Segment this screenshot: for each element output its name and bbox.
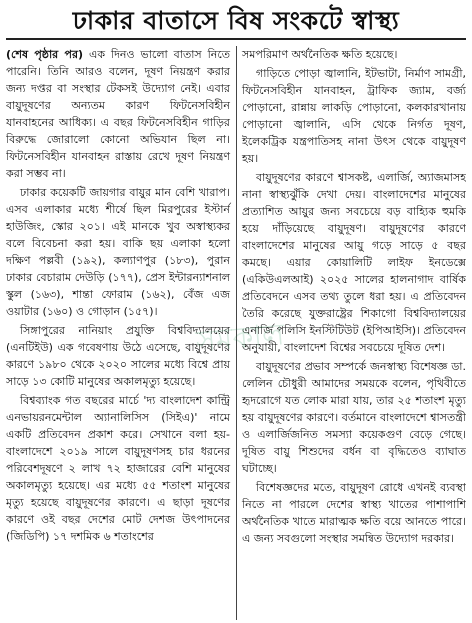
column-divider xyxy=(236,46,237,620)
paragraph: বায়ুদূষণের প্রভাব সম্পর্কে জনস্বাস্থ্য বিশেষজ্ঞ ডা. লেলিন চৌধুরী আমাদের সময়কে বলেন, পৃথিবীতে হৃদরোগে যত লোক মারা যায়, তার ২৫ শতাংশ মৃত্যু হয় বায়ুদূষণের কারণে। বর্তমানে বাংলাদেশে শ্বাসতন্ত্রী ও এলার্জিজনিত সমস্যা কয়েকগুণ বেড়ে গেছে। দূষিত বায়ু শিশুদের বর্ধন বা বৃদ্ধিতেও ব্যাঘাত ঘটাচ্ছে। xyxy=(242,360,466,475)
paragraph: ঢাকার কয়েকটি জায়গার বায়ুর মান বেশি খারাপ। এসব এলাকার মধ্যে শীর্ষে ছিল মিরপুরের ইস্টার্ন হাউজিং, স্কোর ২০১। এই মানকে খুব অস্বাস্থ্যকর বলে বিবেচনা করা হয়। বাকি ছয় এলাকা হলো দক্ষিণ পল্লবী (১৯২), কল্যাণপুর (১৮৩), পুরান ঢাকার বেচারাম দেউড়ি (১৭৭), প্রেস ইন্টারন্যাশনাল স্কুল (১৬৩), শান্তা ফোরাম (১৬২), বেঁজ এজ ওয়াটার (১৬০) ও গোড়ান (১৫৭)। xyxy=(6,186,230,318)
paragraph: বায়ুদূষণের কারণে শ্বাসকষ্ট, এলার্জি, অ্যাজমাসহ নানা স্বাস্থ্যঝুঁকি দেখা দেয়। বাংলাদেশের মানুষের প্রত্যাশিত আয়ুর জন্য সবচেয়ে বড় বাহ্যিক হুমকি হয়ে দাঁড়িয়েছে বায়ুদূষণ। বায়ুদূষণের কারণে বাংলাদেশের মানুষের আয়ু গড়ে সাড়ে ৫ বছর কমছে। এয়ার কোয়ালিটি লাইফ ইনডেক্সে (একিউএলআই) ২০২৫ সালের হালনাগাদ বার্ষিক প্রতিবেদনে এসব তথ্য তুলে ধরা হয়। এ প্রতিবেদন তৈরি করেছে যুক্তরাষ্ট্রের শিকাগো বিশ্ববিদ্যালয়ের এনার্জি পলিসি ইনস্টিটিউট (ইপিআইসি)। প্রতিবেদন অনুযায়ী, বাংলাদেশ বিশ্বের সবচেয়ে দূষিত দেশ। xyxy=(242,171,466,354)
paragraph xyxy=(6,46,230,182)
paragraph: বিশ্বব্যাংক গত বছরের মার্চে 'দ্য বাংলাদেশ কান্ট্রি এনভায়রনমেন্টাল অ্যানালিসিস (সিইএ)' নামে একটি প্রতিবেদন প্রকাশ করে। সেখানে বলা হয়- বাংলাদেশে ২০১৯ সালে বায়ুদূষণসহ চার ধরনের পরিবেশদূষণে ২ লাখ ৭২ হাজারের বেশি মানুষের অকালমৃত্যু হয়েছে। এর মধ্যে ৫৫ শতাংশ মানুষের মৃত্যু হয়েছে বায়ুদূষণের কারণে। এ ছাড়া দূষণের কারণে ওই বছর দেশের মোট দেশজ উৎপাদনের (জিডিপি) ১৭ দশমিক ৬ শতাংশের xyxy=(6,394,230,543)
headline: ঢাকার বাতাসে বিষ সংকটে স্বাস্থ্য xyxy=(6,4,466,40)
continuation-label: (শেষ পৃষ্ঠার পর) xyxy=(6,48,84,61)
paragraph: বিশেষজ্ঞদের মতে, বায়ুদূষণ রোধে এখনই ব্যবস্থা নিতে না পারলে দেশের স্বাস্থ্য খাতের পাশাপাশি অর্থনৈতিক খাতে মারাত্মক ক্ষতি বয়ে আনতে পারে। এ জন্য সবগুলো সংস্থার সমন্বিত উদ্যোগ দরকার। xyxy=(242,481,466,545)
paragraph: সমপরিমাণ অর্থনৈতিক ক্ষতি হয়েছে। xyxy=(242,48,398,61)
watermark-logo: সমকাল xyxy=(194,317,286,360)
paragraph: গাড়িতে পোড়া জ্বালানি, ইটভাটা, নির্মাণ সামগ্রী, ফিটনেসবিহীন যানবাহন, ট্রাফিক জ্যাম, বর্জ্য পোড়ানো, রান্নায় লাকড়ি পোড়ানো, কলকারখানায় পোড়ানো জ্বালানি, এসি থেকে নির্গত দূষণ, ইলেকট্রিক যন্ত্রপাতিসহ নানা উৎস থেকে বায়ুদূষণ হয়। xyxy=(242,67,466,165)
article-columns xyxy=(6,46,466,620)
paragraph: সিঙ্গাপুরের নানিয়াং প্রযুক্তি বিশ্ববিদ্যালয়ের (এনটিইউ) এক গবেষণায় উঠে এসেছে, বায়ুদূষণের কারণে ১৯৮০ থেকে ২০২০ সালের মধ্যে বিশ্বে প্রায় সাড়ে ১৩ কোটি মানুষের অকালমৃত্যু হয়েছে। xyxy=(6,324,230,388)
left-column xyxy=(6,46,236,620)
paragraph-text: এক দিনও ভালো বাতাস নিতে পারেনি। তিনি আরও বলেন, দূষণ নিয়ন্ত্রণ করার জন্য দপ্তর বা সংস্থার টেকসই উদ্যোগ নেই। এবার বায়ুদূষণের অন্যতম কারণ ফিটনেসবিহীন যানবাহনের আধিক্য। এ বছর ফিটনেসবিহীন গাড়ির বিরুদ্ধে জোরালো কোনো অভিযান ছিল না। ফিটনেসবিহীন যানবাহন রাস্তায় রেখে দূষণ নিয়ন্ত্রণ করা সম্ভব না। xyxy=(6,48,230,180)
right-column xyxy=(236,46,466,620)
